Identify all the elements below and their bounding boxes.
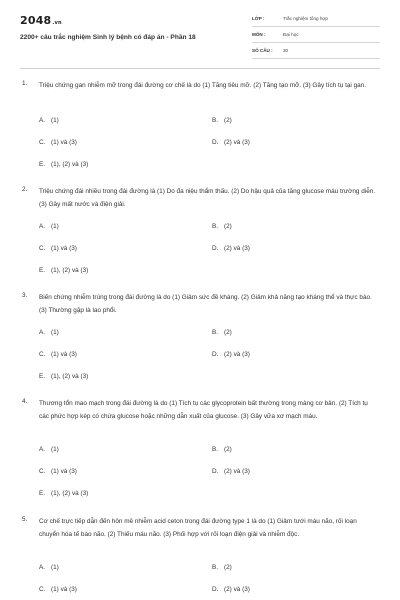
question-number: 1. <box>22 80 28 87</box>
question-number: 3. <box>22 292 28 299</box>
option-text: (1) và (3) <box>51 468 77 475</box>
option-a[interactable] <box>39 446 59 453</box>
option-a[interactable] <box>39 329 59 336</box>
option-e[interactable] <box>39 267 88 274</box>
question-text: Biến chứng nhiễm trùng trong đái đường là do (1) Giảm sức đề kháng. (2) Giảm khả năng tạo kháng thể và thực bào. (3) Thường gặp là lao phổi. <box>39 294 372 314</box>
question-number: 5. <box>22 516 28 523</box>
option-letter: C. <box>39 351 46 358</box>
option-text: (1) và (3) <box>51 351 77 358</box>
option-letter: B. <box>212 223 219 230</box>
option-letter: E. <box>39 373 46 380</box>
meta-row-count <box>252 45 380 59</box>
question-text: Thương tổn mao mạch trong đái đường là do (1) Tích tụ các glycoprotein bất thường trong màng cơ bản. (2) Tích tụ các phức hợp kép có chứa glucose hoặc những dẫn xuất của glucose. (3) Gây vữa xơ mạch máu. <box>39 400 368 420</box>
option-c[interactable] <box>39 139 77 146</box>
option-letter: A. <box>39 223 46 230</box>
option-text: (2) <box>224 223 232 230</box>
option-text: (2) <box>224 117 232 124</box>
option-letter: A. <box>39 117 46 124</box>
option-letter: B. <box>212 446 219 453</box>
question-text: Triệu chứng gan nhiễm mỡ trong đái đường cơ chế là do (1) Tăng tiêu mỡ. (2) Tăng tạo mỡ. (3) Gây tích tụ tại gan. <box>39 82 367 89</box>
option-letter: D. <box>212 468 219 475</box>
meta-label-subject: MÔN : <box>252 32 266 37</box>
question-number: 4. <box>22 398 28 405</box>
option-text: (1) và (3) <box>51 586 77 593</box>
option-text: (1), (2) và (3) <box>51 490 89 497</box>
option-d[interactable] <box>212 139 250 146</box>
meta-label-count: SỐ CÂU : <box>252 48 273 53</box>
option-text: (1) <box>51 329 59 336</box>
option-letter: C. <box>39 468 46 475</box>
option-text: (1) <box>51 117 59 124</box>
question-item <box>0 292 400 398</box>
option-text: (2) <box>224 329 232 336</box>
option-c[interactable] <box>39 586 77 593</box>
option-text: (1) <box>51 564 59 571</box>
option-letter: A. <box>39 564 46 571</box>
option-letter: C. <box>39 245 46 252</box>
logo-text: 2048 <box>20 14 52 27</box>
option-a[interactable] <box>39 117 59 124</box>
option-b[interactable] <box>212 223 232 230</box>
header-divider <box>20 68 380 69</box>
option-b[interactable] <box>212 446 232 453</box>
site-logo[interactable] <box>20 14 62 27</box>
option-text: (1), (2) và (3) <box>51 373 89 380</box>
option-letter: D. <box>212 586 219 593</box>
option-letter: E. <box>39 161 46 168</box>
option-c[interactable] <box>39 468 77 475</box>
option-d[interactable] <box>212 351 250 358</box>
option-text: (1) và (3) <box>51 245 77 252</box>
option-a[interactable] <box>39 564 59 571</box>
option-text: (2) và (3) <box>224 139 250 146</box>
logo-suffix: .vn <box>52 20 62 26</box>
option-e[interactable] <box>39 373 88 380</box>
meta-label-class: LỚP : <box>252 16 265 21</box>
document-header <box>0 0 400 68</box>
option-d[interactable] <box>212 245 250 252</box>
question-text: Cơ chế trực tiếp dẫn đến hôn mê nhiễm acid ceton trong đái đường type 1 là do (1) Giảm tưới máu não, rối loạn chuyển hóa tế bào não. (2) Thiếu máu não. (3) Phối hợp với rối loạn điện giải và nhiễm độc. <box>39 518 357 538</box>
option-text: (2) <box>224 446 232 453</box>
question-text: Triệu chứng đái nhiều trong đái đường là (1) Do đa niệu thẩm thấu. (2) Do hậu quả của tăng glucose máu trường diễn. (3) Gây mất nước và điện giải. <box>39 188 376 208</box>
option-c[interactable] <box>39 245 77 252</box>
option-text: (2) và (3) <box>224 468 250 475</box>
option-letter: B. <box>212 117 219 124</box>
question-list <box>0 80 400 600</box>
option-letter: D. <box>212 139 219 146</box>
option-b[interactable] <box>212 329 232 336</box>
question-item <box>0 516 400 600</box>
document-meta <box>252 13 380 61</box>
question-number: 2. <box>22 186 28 193</box>
meta-row-class <box>252 13 380 27</box>
option-text: (1) <box>51 446 59 453</box>
question-item <box>0 186 400 292</box>
question-item <box>0 398 400 516</box>
meta-row-subject <box>252 29 380 43</box>
meta-value-subject: Đại học <box>283 32 299 37</box>
option-letter: C. <box>39 586 46 593</box>
option-letter: D. <box>212 351 219 358</box>
option-text: (2) <box>224 564 232 571</box>
option-e[interactable] <box>39 490 88 497</box>
option-letter: A. <box>39 329 46 336</box>
option-text: (1) và (3) <box>51 139 77 146</box>
option-letter: C. <box>39 139 46 146</box>
question-item <box>0 80 400 186</box>
document-title: 2200+ câu trắc nghiệm Sinh lý bệnh có đáp án - Phần 18 <box>20 34 196 41</box>
option-letter: E. <box>39 490 46 497</box>
meta-value-class: Trắc nghiệm tổng hợp <box>283 16 328 21</box>
option-e[interactable] <box>39 161 88 168</box>
option-a[interactable] <box>39 223 59 230</box>
option-letter: D. <box>212 245 219 252</box>
option-d[interactable] <box>212 586 250 593</box>
option-letter: E. <box>39 267 46 274</box>
option-letter: B. <box>212 564 219 571</box>
option-d[interactable] <box>212 468 250 475</box>
option-text: (2) và (3) <box>224 586 250 593</box>
option-text: (2) và (3) <box>224 351 250 358</box>
option-b[interactable] <box>212 564 232 571</box>
option-text: (1), (2) và (3) <box>51 161 89 168</box>
option-b[interactable] <box>212 117 232 124</box>
option-text: (1), (2) và (3) <box>51 267 89 274</box>
option-text: (1) <box>51 223 59 230</box>
option-letter: B. <box>212 329 219 336</box>
option-text: (2) và (3) <box>224 245 250 252</box>
option-c[interactable] <box>39 351 77 358</box>
meta-value-count: 30 <box>283 48 289 53</box>
option-letter: A. <box>39 446 46 453</box>
